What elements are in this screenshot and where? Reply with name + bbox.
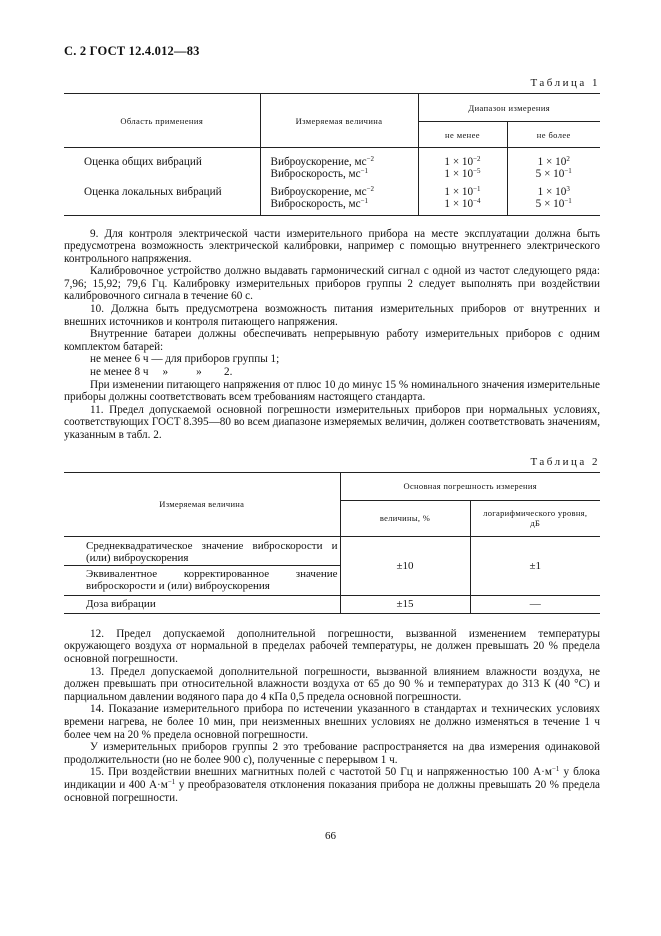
table1-area-cell: Оценка локальных вибраций xyxy=(64,186,260,216)
body-section-a xyxy=(64,228,600,442)
table2-log-cell: — xyxy=(470,595,600,613)
table1-area-cell: Оценка общих вибраций xyxy=(64,156,260,181)
paragraph: 9. Для контроля электрической части измерительного прибора на месте эксплуатации должна быть предусмотрена возможность электрической калибровки, например с помощью внутреннего электрического контрольного напряжения. xyxy=(64,227,600,265)
table2-value-cell: ±10 xyxy=(340,536,470,595)
table2-header-error: Основная погрешность измерения xyxy=(340,472,600,500)
table2-header-quantity: Измеряемая величина xyxy=(64,472,340,536)
table1-max-cell: $1 \times 10^2$ $5 \times 10^{-1}$ xyxy=(535,154,572,180)
table1-row xyxy=(64,186,600,216)
document-page xyxy=(64,44,600,804)
paragraph: Внутренние батареи должны обеспечивать непрерывную работу измерительных приборов с одним комплектом батарей: xyxy=(64,328,600,353)
table2-row xyxy=(64,536,600,566)
paragraph-15: 15. При воздействии внешних магнитных полей с частотой 50 Гц и напряженностью 100 $А\cdot м^{-1}$ у блока индикации и 400 $А\cdot м^{-1}$ у преобразователя отклонения показания прибора не должны превышать 20 % предела основной погрешности. xyxy=(64,765,601,804)
table2-value-cell: ±15 xyxy=(340,595,470,613)
page-header: С. 2 ГОСТ 12.4.012—83 xyxy=(64,44,200,58)
table2-header-log: логарифмического уровня, дБ xyxy=(470,500,600,536)
paragraph: 13. Предел допускаемой дополнительной погрешности, вызванной влиянием влажности воздуха, не должен превышать при относительной влажности воздуха от 65 до 90 % и температурах до 313 К (40 °С) и парциальном давлении водяного пара до 4 кПа 0,5 предела основной погрешности. xyxy=(64,665,600,703)
table2-header-values: величины, % xyxy=(340,500,470,536)
table1-quantity-cell: Виброускорение, $мс^{-2}$ Виброскорость, $мс^{-1}$ xyxy=(260,156,418,181)
table2 xyxy=(64,472,600,614)
table1-header-area: Область применения xyxy=(64,94,260,148)
table1-header-range: Диапазон измерения xyxy=(418,94,600,122)
table1-quantity-cell: Виброускорение, $мс^{-2}$ Виброскорость, $мс^{-1}$ xyxy=(260,186,418,216)
table1 xyxy=(64,93,600,216)
table1-header-max: не более xyxy=(507,122,600,148)
table2-caption: Таблица 2 xyxy=(530,455,600,468)
paragraph: 10. Должна быть предусмотрена возможность питания измерительных приборов от внутренних и внешних источников и контроля питающего напряжения. xyxy=(64,303,600,328)
table2-quantity-cell: Эквивалентное корректированное значение виброскорости и (или) виброускорения xyxy=(64,566,340,596)
paragraph: Калибровочное устройство должно выдавать гармонический сигнал с одной из частот следующего ряда: 7,96; 15,92; 79,6 Гц. Калибровку измерительных приборов группы 2 следует выполнять при воздействии калибровочного сигнала в течение 60 с. xyxy=(64,265,600,303)
page-number: 66 xyxy=(325,830,336,842)
paragraph: не менее 6 ч — для приборов группы 1; xyxy=(90,353,280,366)
paragraph: 11. Предел допускаемой основной погрешности измерительных приборов при нормальных условиях, соответствующих ГОСТ 8.395—80 во всем диапазоне измеряемых величин, должен соответствовать значениям, указанным в табл. 2. xyxy=(64,403,600,441)
table1-row xyxy=(64,156,600,181)
body-section-b xyxy=(64,628,600,804)
paragraph: 12. Предел допускаемой дополнительной погрешности, вызванной изменением температуры окружающего воздуха от нормальной в пределах рабочей температуры, не должен превышать 20 % предела основной погрешности. xyxy=(64,627,600,665)
paragraph: При изменении питающего напряжения от плюс 10 до минус 15 % номинального значения измерительные приборы должны соответствовать всем требованиям настоящего стандарта. xyxy=(64,378,600,404)
table2-row xyxy=(64,595,600,613)
table2-quantity-cell: Среднеквадратическое значение виброскорости и (или) виброускорения xyxy=(64,536,340,566)
table1-min-cell: $1 \times 10^{-2}$ $1 \times 10^{-5}$ xyxy=(418,156,507,181)
table1-max-cell: $1 \times 10^3$ $5 \times 10^{-1}$ xyxy=(507,186,600,216)
paragraph: 14. Показание измерительного прибора по истечении указанного в стандартах и технических условиях времени нагрева, не более 10 мин, при неизменных внешних условиях не должно изменяться в течение 1 ч более чем на 20 % предела основной погрешности. xyxy=(64,703,600,741)
table1-caption: Таблица 1 xyxy=(530,77,600,89)
table2-log-cell: ±1 xyxy=(470,536,600,595)
paragraph: У измерительных приборов группы 2 это требование распространяется на два измерения одинаковой продолжительности (но не более 900 с), полученные с перерывом 1 ч. xyxy=(64,741,600,766)
table1-header-min: не менее xyxy=(418,122,507,148)
table2-quantity-cell: Доза вибрации xyxy=(64,595,340,613)
table1-header-quantity: Измеряемая величина xyxy=(260,94,418,148)
table1-min-cell: $1 \times 10^{-1}$ $1 \times 10^{-4}$ xyxy=(418,186,507,216)
paragraph: не менее 8 ч » » 2. xyxy=(90,366,233,379)
